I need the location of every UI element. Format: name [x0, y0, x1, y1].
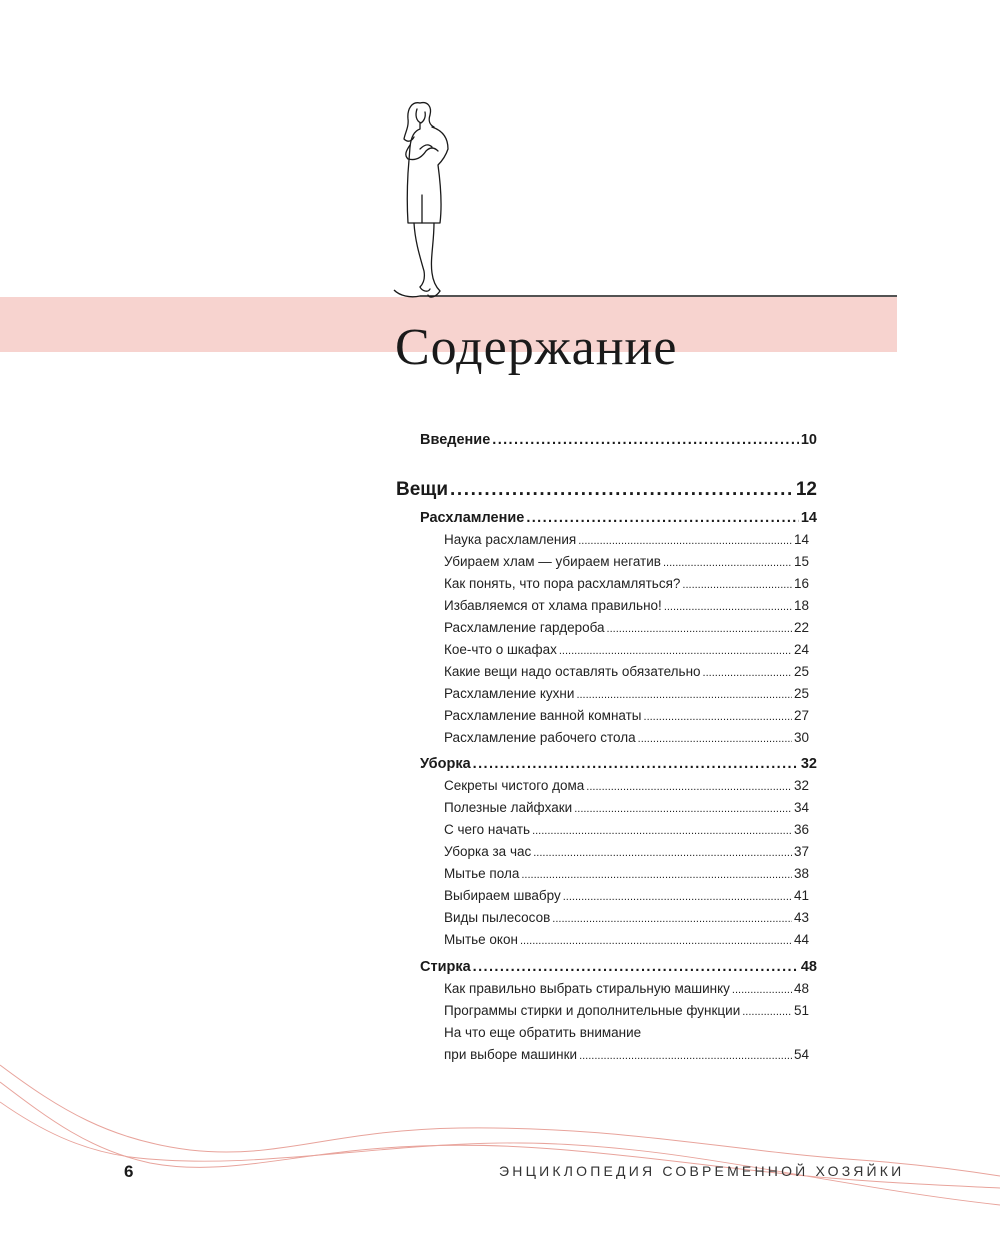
leader-dots [742, 1006, 792, 1018]
toc-item[interactable] [444, 822, 809, 842]
leader-dots [532, 825, 792, 837]
toc-item[interactable] [444, 981, 809, 1001]
leader-dots [644, 711, 792, 723]
toc-item-label: Расхламление кухни [444, 686, 575, 701]
running-footer-title: ЭНЦИКЛОПЕДИЯ СОВРЕМЕННОЙ ХОЗЯЙКИ [499, 1163, 905, 1179]
toc-item-label: Расхламление ванной комнаты [444, 708, 642, 723]
leader-dots [526, 510, 799, 526]
toc-item[interactable] [444, 532, 809, 552]
leader-dots [473, 756, 799, 772]
toc-intro-label: Введение [420, 432, 491, 448]
toc-section[interactable] [420, 510, 817, 530]
toc-item[interactable] [444, 642, 809, 662]
toc-item[interactable] [444, 800, 809, 820]
toc-item-label: Уборка за час [444, 844, 532, 859]
toc-item-label: Как понять, что пора расхламляться? [444, 576, 681, 591]
toc-item[interactable] [444, 686, 809, 706]
toc-item-page: 44 [793, 932, 809, 947]
toc-item-page: 34 [793, 800, 809, 815]
toc-item-page: 43 [793, 910, 809, 925]
toc-item-page: 14 [793, 532, 809, 547]
toc-item-label: Мытье окон [444, 932, 518, 947]
toc-intro-page: 10 [800, 432, 817, 448]
toc-item-page: 27 [793, 708, 809, 723]
toc-item-page: 37 [793, 844, 809, 859]
toc-item[interactable] [444, 778, 809, 798]
toc-item-page: 25 [793, 664, 809, 679]
toc-item[interactable] [444, 1047, 809, 1067]
toc-item-label: Убираем хлам — убираем негатив [444, 554, 661, 569]
toc-item[interactable] [444, 844, 809, 864]
toc-item-label: Избавляемся от хлама правильно! [444, 598, 662, 613]
toc-item-label: Программы стирки и дополнительные функции [444, 1003, 741, 1018]
page-number: 6 [124, 1162, 134, 1181]
toc-item[interactable] [444, 554, 809, 574]
leader-dots [663, 557, 792, 569]
toc-part-page: 12 [795, 479, 817, 500]
toc-section-page: 14 [800, 510, 817, 526]
toc-item-label: Расхламление гардероба [444, 620, 605, 635]
leader-dots [576, 689, 792, 701]
woman-line-drawing [390, 95, 470, 305]
toc-section[interactable] [420, 756, 817, 776]
toc-section-label: Уборка [420, 756, 471, 772]
toc-item-label: Расхламление рабочего стола [444, 730, 636, 745]
toc-item-page: 54 [793, 1047, 809, 1062]
leader-dots [578, 535, 792, 547]
toc-item-page: 32 [793, 778, 809, 793]
leader-dots [682, 579, 792, 591]
leader-dots [473, 959, 799, 975]
leader-dots [586, 781, 792, 793]
leader-dots [664, 601, 792, 613]
toc-item-label: Секреты чистого дома [444, 778, 585, 793]
leader-dots [703, 667, 792, 679]
toc-item-label: Кое-что о шкафах [444, 642, 557, 657]
toc-item-label: при выборе машинки [444, 1047, 578, 1062]
toc-section[interactable] [420, 959, 817, 979]
toc-item[interactable] [444, 708, 809, 728]
toc-intro[interactable] [420, 432, 817, 452]
toc-section-page: 32 [800, 756, 817, 772]
toc-part-label: Вещи [396, 479, 448, 500]
toc-item-page: 38 [793, 866, 809, 881]
toc-item-page: 15 [793, 554, 809, 569]
leader-dots [732, 984, 792, 996]
leader-dots [552, 913, 792, 925]
toc-item-label: Полезные лайфхаки [444, 800, 573, 815]
toc-item[interactable] [444, 1003, 809, 1023]
leader-dots [574, 803, 792, 815]
toc-item[interactable] [444, 866, 809, 886]
toc-item[interactable] [444, 932, 809, 952]
toc-part[interactable] [396, 479, 817, 503]
toc-item-page: 25 [793, 686, 809, 701]
toc-item-page: 48 [793, 981, 809, 996]
toc-item-label: Выбираем швабру [444, 888, 561, 903]
toc-item[interactable] [444, 620, 809, 640]
toc-item-label: Виды пылесосов [444, 910, 551, 925]
toc-item-first-line[interactable]: На что еще обратить внимание [444, 1025, 642, 1040]
toc-item[interactable] [444, 888, 809, 908]
toc-item[interactable] [444, 576, 809, 596]
page-title: Содержание [395, 319, 678, 376]
leader-dots [521, 869, 792, 881]
toc-item[interactable] [444, 664, 809, 684]
toc-item-page: 51 [793, 1003, 809, 1018]
leader-dots [533, 847, 792, 859]
toc-section-label: Расхламление [420, 510, 525, 526]
leader-dots [520, 935, 792, 947]
toc-item[interactable] [444, 598, 809, 618]
toc-item-page: 36 [793, 822, 809, 837]
toc-item-label: С чего начать [444, 822, 531, 837]
leader-dots [563, 891, 792, 903]
toc-item-label: Мытье пола [444, 866, 520, 881]
toc-item-page: 30 [793, 730, 809, 745]
toc-item-label: Наука расхламления [444, 532, 577, 547]
toc-section-label: Стирка [420, 959, 471, 975]
leader-dots [607, 623, 792, 635]
toc-item-page: 24 [793, 642, 809, 657]
toc-item[interactable] [444, 910, 809, 930]
leader-dots [450, 479, 794, 501]
toc-item-page: 22 [793, 620, 809, 635]
toc-item-page: 41 [793, 888, 809, 903]
leader-dots [579, 1050, 792, 1062]
leader-dots [559, 645, 792, 657]
toc-item[interactable] [444, 730, 809, 750]
leader-dots [638, 733, 792, 745]
toc-item-page: 18 [793, 598, 809, 613]
toc-section-page: 48 [800, 959, 817, 975]
leader-dots [492, 432, 799, 448]
toc-item-page: 16 [793, 576, 809, 591]
toc-item-label: Какие вещи надо оставлять обязательно [444, 664, 701, 679]
toc-item-label: Как правильно выбрать стиральную машинку [444, 981, 730, 996]
